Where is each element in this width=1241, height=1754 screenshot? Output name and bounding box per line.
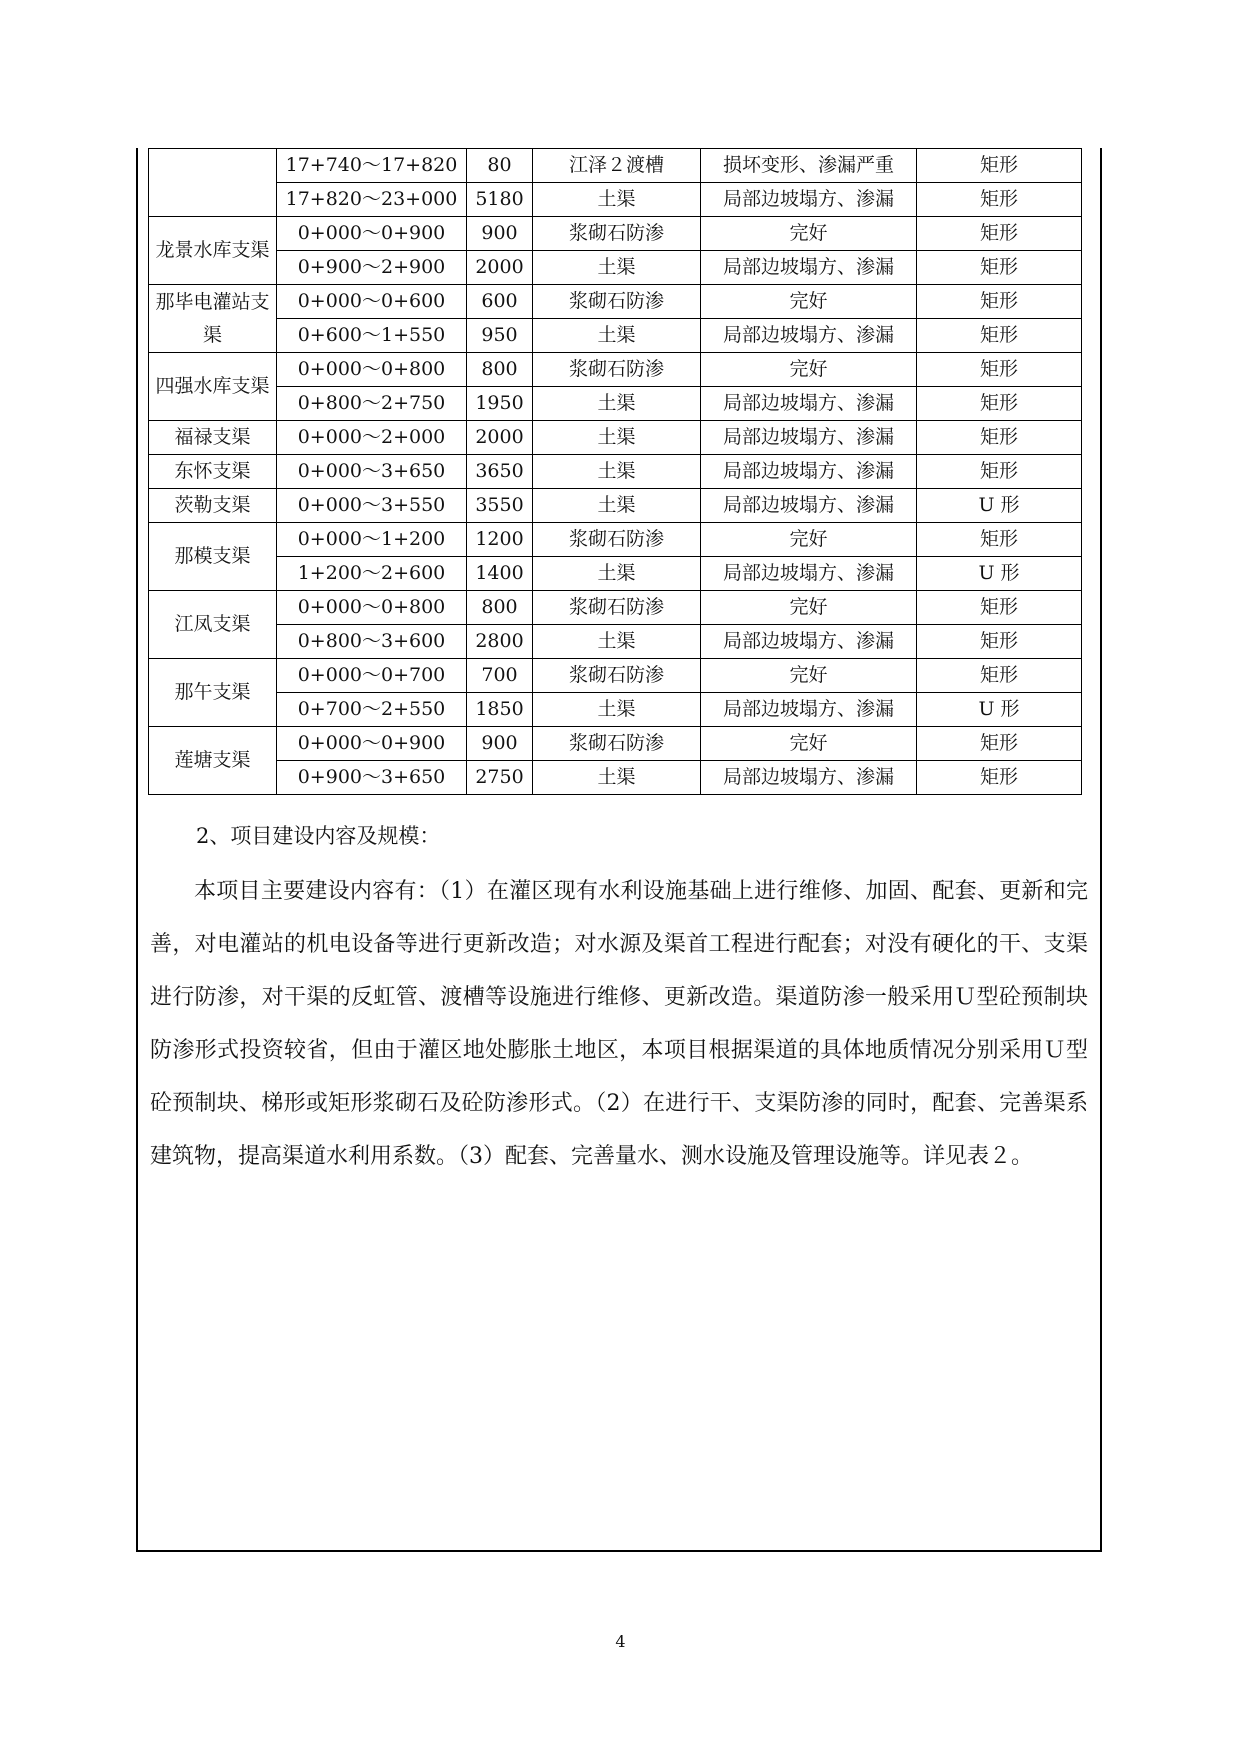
stake-range-cell: 0+600～1+550 — [277, 319, 467, 353]
condition-cell: 局部边坡塌方、渗漏 — [701, 319, 917, 353]
length-cell: 800 — [467, 353, 533, 387]
lining-type-cell: 土渠 — [533, 557, 701, 591]
table-row — [149, 183, 1082, 217]
condition-cell: 完好 — [701, 591, 917, 625]
stake-range-cell: 0+900～2+900 — [277, 251, 467, 285]
section-shape-cell: 矩形 — [917, 285, 1082, 319]
length-cell: 80 — [467, 149, 533, 183]
length-cell: 3550 — [467, 489, 533, 523]
stake-range-cell: 0+700～2+550 — [277, 693, 467, 727]
section-shape-cell: 矩形 — [917, 761, 1082, 795]
table-row — [149, 455, 1082, 489]
condition-cell: 局部边坡塌方、渗漏 — [701, 489, 917, 523]
length-cell: 1950 — [467, 387, 533, 421]
length-cell: 1200 — [467, 523, 533, 557]
lining-type-cell: 土渠 — [533, 455, 701, 489]
canal-name-cell: 江凤支渠 — [149, 591, 277, 659]
section-shape-cell: 矩形 — [917, 659, 1082, 693]
canal-name-cell: 四强水库支渠 — [149, 353, 277, 421]
stake-range-cell: 0+800～2+750 — [277, 387, 467, 421]
canal-name-cell: 那午支渠 — [149, 659, 277, 727]
length-cell: 2750 — [467, 761, 533, 795]
lining-type-cell: 浆砌石防渗 — [533, 659, 701, 693]
lining-type-cell: 浆砌石防渗 — [533, 727, 701, 761]
length-cell: 1400 — [467, 557, 533, 591]
stake-range-cell: 0+900～3+650 — [277, 761, 467, 795]
stake-range-cell: 0+000～2+000 — [277, 421, 467, 455]
canal-name-cell: 莲塘支渠 — [149, 727, 277, 795]
lining-type-cell: 土渠 — [533, 693, 701, 727]
condition-cell: 完好 — [701, 523, 917, 557]
length-cell: 700 — [467, 659, 533, 693]
condition-cell: 完好 — [701, 727, 917, 761]
canal-name-cell: 那毕电灌站支渠 — [149, 285, 277, 353]
table-row — [149, 285, 1082, 319]
condition-cell: 局部边坡塌方、渗漏 — [701, 387, 917, 421]
lining-type-cell: 土渠 — [533, 183, 701, 217]
table-row — [149, 693, 1082, 727]
length-cell: 800 — [467, 591, 533, 625]
section-shape-cell: 矩形 — [917, 421, 1082, 455]
section-shape-cell: 矩形 — [917, 727, 1082, 761]
length-cell: 2000 — [467, 421, 533, 455]
condition-cell: 损坏变形、渗漏严重 — [701, 149, 917, 183]
canal-name-cell: 东怀支渠 — [149, 455, 277, 489]
section-shape-cell: 矩形 — [917, 455, 1082, 489]
condition-cell: 局部边坡塌方、渗漏 — [701, 455, 917, 489]
stake-range-cell: 17+820～23+000 — [277, 183, 467, 217]
length-cell: 900 — [467, 727, 533, 761]
table-row — [149, 149, 1082, 183]
lining-type-cell: 浆砌石防渗 — [533, 217, 701, 251]
lining-type-cell: 浆砌石防渗 — [533, 285, 701, 319]
lining-type-cell: 江泽２渡槽 — [533, 149, 701, 183]
condition-cell: 局部边坡塌方、渗漏 — [701, 761, 917, 795]
table-row — [149, 761, 1082, 795]
table-row — [149, 217, 1082, 251]
section-shape-cell: U 形 — [917, 489, 1082, 523]
canal-name-cell: 茨勒支渠 — [149, 489, 277, 523]
stake-range-cell: 0+000～0+600 — [277, 285, 467, 319]
stake-range-cell: 0+000～0+800 — [277, 591, 467, 625]
table-row — [149, 523, 1082, 557]
section-shape-cell: 矩形 — [917, 625, 1082, 659]
stake-range-cell: 0+800～3+600 — [277, 625, 467, 659]
section-shape-cell: 矩形 — [917, 387, 1082, 421]
lining-type-cell: 土渠 — [533, 251, 701, 285]
table-row — [149, 625, 1082, 659]
stake-range-cell: 0+000～0+900 — [277, 217, 467, 251]
stake-range-cell: 0+000～3+650 — [277, 455, 467, 489]
stake-range-cell: 0+000～0+700 — [277, 659, 467, 693]
length-cell: 1850 — [467, 693, 533, 727]
section-paragraph: 本项目主要建设内容有：（1）在灌区现有水利设施基础上进行维修、加固、配套、更新和完善，对电灌站的机电设备等进行更新改造；对水源及渠首工程进行配套；对没有硬化的干、支渠进行防渗，对干渠的反虹管、渡槽等设施进行维修、更新改造。渠道防渗一般采用Ｕ型砼预制块防渗形式投资较省，但由于灌区地处膨胀土地区，本项目根据渠道的具体地质情况分别采用Ｕ型砼预制块、梯形或矩形浆砌石及砼防渗形式。（2）在进行干、支渠防渗的同时，配套、完善渠系建筑物，提高渠道水利用系数。（3）配套、完善量水、测水设施及管理设施等。详见表２。 — [150, 879, 1088, 1169]
table-row — [149, 659, 1082, 693]
stake-range-cell: 0+000～0+900 — [277, 727, 467, 761]
page-number: 4 — [615, 1632, 626, 1651]
condition-cell: 完好 — [701, 353, 917, 387]
lining-type-cell: 浆砌石防渗 — [533, 591, 701, 625]
lining-type-cell: 土渠 — [533, 421, 701, 455]
table-row — [149, 557, 1082, 591]
table-row — [149, 353, 1082, 387]
lining-type-cell: 土渠 — [533, 625, 701, 659]
condition-cell: 局部边坡塌方、渗漏 — [701, 693, 917, 727]
stake-range-cell: 17+740～17+820 — [277, 149, 467, 183]
section-shape-cell: 矩形 — [917, 217, 1082, 251]
length-cell: 900 — [467, 217, 533, 251]
table-row — [149, 489, 1082, 523]
condition-cell: 局部边坡塌方、渗漏 — [701, 557, 917, 591]
lining-type-cell: 浆砌石防渗 — [533, 353, 701, 387]
section-shape-cell: U 形 — [917, 693, 1082, 727]
section-heading: 2、项目建设内容及规模： — [196, 824, 441, 848]
table-row — [149, 591, 1082, 625]
stake-range-cell: 1+200～2+600 — [277, 557, 467, 591]
section-shape-cell: 矩形 — [917, 353, 1082, 387]
section-shape-cell: 矩形 — [917, 319, 1082, 353]
lining-type-cell: 土渠 — [533, 761, 701, 795]
table-row — [149, 251, 1082, 285]
condition-cell: 完好 — [701, 285, 917, 319]
section-shape-cell: 矩形 — [917, 591, 1082, 625]
stake-range-cell: 0+000～3+550 — [277, 489, 467, 523]
canal-name-cell: 龙景水库支渠 — [149, 217, 277, 285]
section-shape-cell: 矩形 — [917, 251, 1082, 285]
length-cell: 950 — [467, 319, 533, 353]
condition-cell: 局部边坡塌方、渗漏 — [701, 625, 917, 659]
table-row — [149, 319, 1082, 353]
condition-cell: 完好 — [701, 659, 917, 693]
stake-range-cell: 0+000～0+800 — [277, 353, 467, 387]
section-shape-cell: 矩形 — [917, 523, 1082, 557]
condition-cell: 局部边坡塌方、渗漏 — [701, 251, 917, 285]
length-cell: 3650 — [467, 455, 533, 489]
length-cell: 2800 — [467, 625, 533, 659]
lining-type-cell: 土渠 — [533, 387, 701, 421]
condition-cell: 局部边坡塌方、渗漏 — [701, 183, 917, 217]
length-cell: 600 — [467, 285, 533, 319]
table-row — [149, 421, 1082, 455]
canal-name-cell: 福禄支渠 — [149, 421, 277, 455]
length-cell: 2000 — [467, 251, 533, 285]
stake-range-cell: 0+000～1+200 — [277, 523, 467, 557]
canal-name-cell — [149, 149, 277, 217]
lining-type-cell: 土渠 — [533, 489, 701, 523]
length-cell: 5180 — [467, 183, 533, 217]
table-row — [149, 387, 1082, 421]
section-shape-cell: 矩形 — [917, 183, 1082, 217]
canal-name-cell: 那模支渠 — [149, 523, 277, 591]
section-shape-cell: 矩形 — [917, 149, 1082, 183]
condition-cell: 完好 — [701, 217, 917, 251]
lining-type-cell: 土渠 — [533, 319, 701, 353]
section-shape-cell: U 形 — [917, 557, 1082, 591]
table-row — [149, 727, 1082, 761]
condition-cell: 局部边坡塌方、渗漏 — [701, 421, 917, 455]
lining-type-cell: 浆砌石防渗 — [533, 523, 701, 557]
canal-table — [148, 148, 1082, 795]
